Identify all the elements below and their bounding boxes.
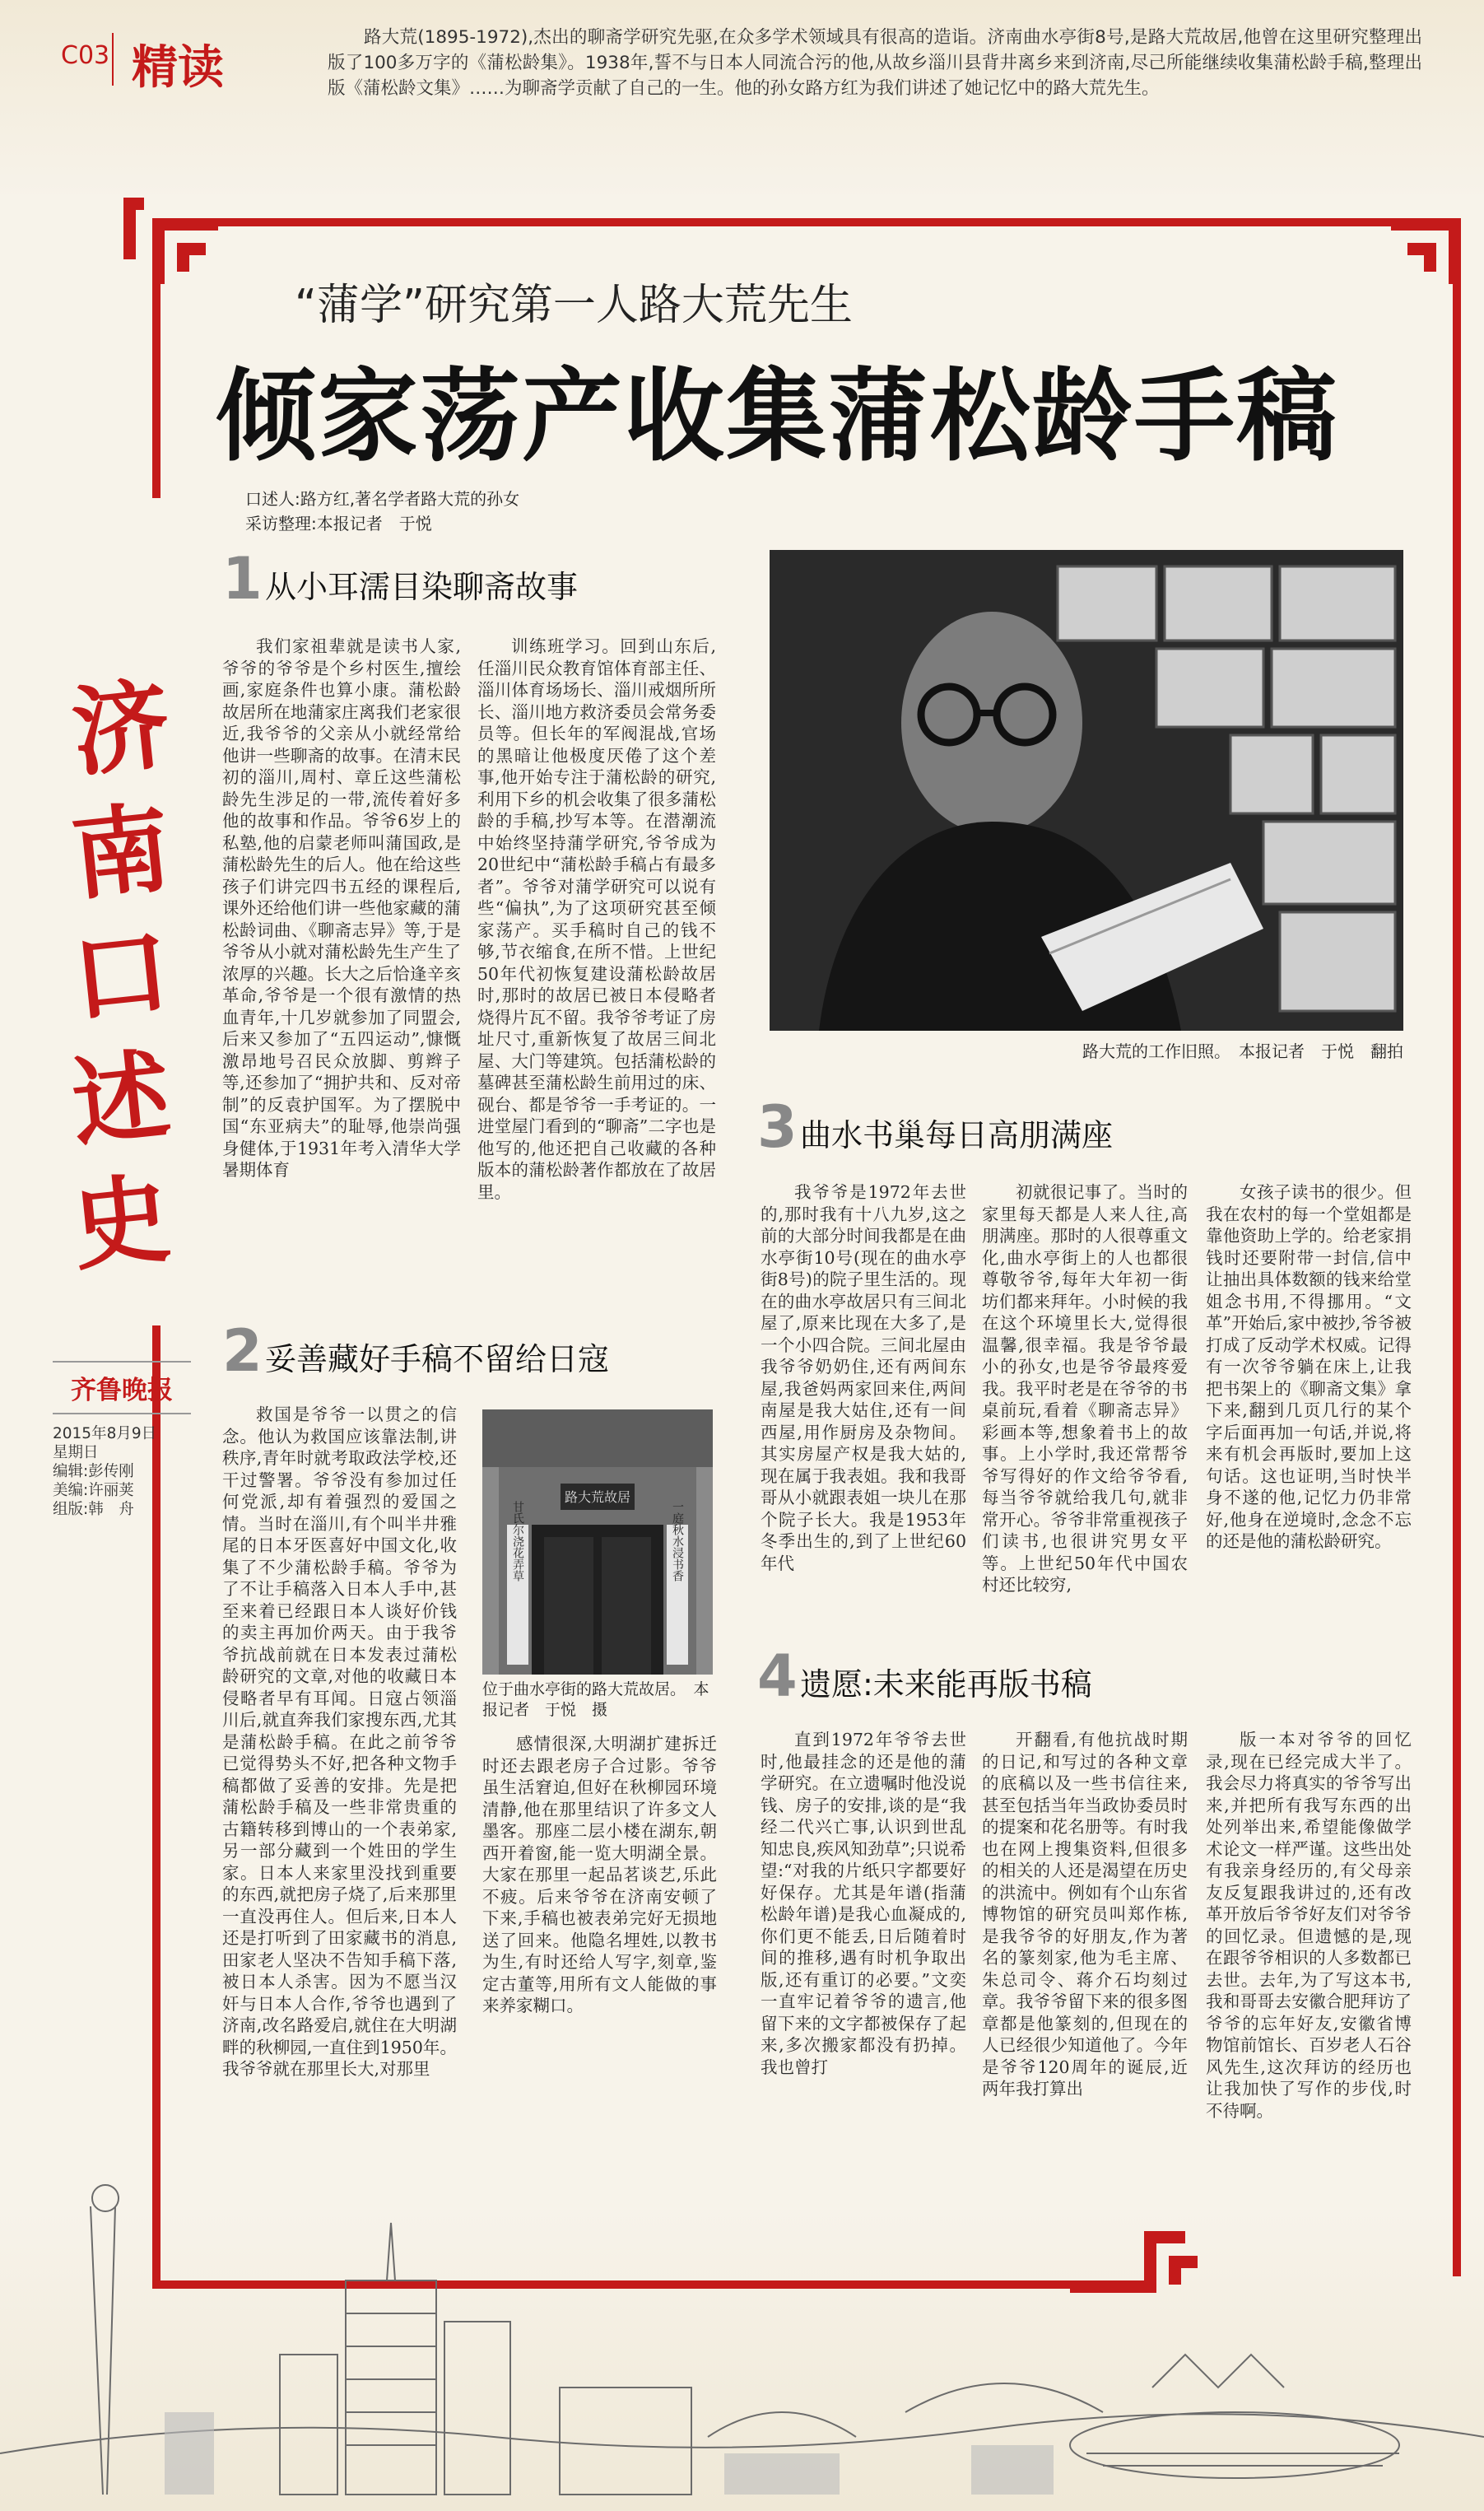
column-title-char: 济 — [66, 666, 175, 790]
article-paragraph: 我爷爷是1972年去世的,那时我有十八九岁,这之前的大部分时间我都是在曲水亭街10号(现在的曲水亭街8号)的院子里生活的。现在的曲水亭故居只有三间北屋了,原来比现在大多了,是一个小四合院。三间北屋由我爷爷奶奶住,还有两间东屋,我爸妈两家回来住,两间南屋是我大姑住,还有一间西屋,用作厨房及杂物间。其实房屋产权是我大姑的,现在属于我表姐。我和我哥哥从小就跟表姐一块儿在那个院子长大。我是1953年冬季出生的,到了上世纪60年代 — [761, 1182, 966, 1573]
article-paragraph: 救国是爷爷一以贯之的信念。他认为救国应该靠法制,讲秩序,青年时就考取政法学校,还干过警署。爷爷没有参加过任何党派,却有着强烈的爱国之情。当时在淄川,有个叫半井雅尾的日本牙医喜好中国文化,收集了不少蒲松龄手稿。爷爷为了不让手稿落入日本人手中,甚至来着已经跟日本人谈好价钱的卖主再加价两天。由于我爷爷抗战前就在日本发表过蒲松龄研究的文章,对他的收藏日本侵略者早有耳闻。日寇占领淄川后,就直奔我们家搜东西,尤其是蒲松龄手稿。在此之前爷爷已觉得势头不好,把各种文物手稿都做了妥善的安排。先是把蒲松龄手稿及一些非常贵重的古籍转移到博山的一个表弟家,另一部分藏到一个姓田的学生家。日本人来家里没找到重要的东西,就把房子烧了,后来那里一直没再住人。但后来,日本人还是打听到了田家藏书的消息,田家老人坚决不告知手稿下落,被日本人杀害。因为不愿当汉奸与日本人合作,爷爷也遇到了济南,改名路爱启,就住在大明湖畔的秋柳园,一直住到1950年。我爷爷就在那里长大,对那里 — [222, 1405, 457, 2079]
article-paragraph: 女孩子读书的很少。但我在农村的每一个堂姐都是靠他资助上学的。给老家捐钱时还要附带一封信,信中让抽出具体数额的钱来给堂姐念书用,不得挪用。“文革”开始后,家中被抄,爷爷被打成了反动学术权威。记得有一次爷爷躺在床上,让我把书架上的《聊斋文集》拿下来,翻到几页几行的某个字后面再加一句话,并说,将来有机会再版时,要加上这句话。这也证明,当时快半身不遂的他,记忆力仍非常好,他身在逆境时,念念不忘的还是他的蒲松龄研究。 — [1206, 1182, 1412, 1551]
headline-kicker: “蒲学”研究第一人路大荒先生 — [295, 281, 853, 330]
article-paragraph: 版一本对爷爷的回忆录,现在已经完成大半了。我会尽力将真实的爷爷写出来,并把所有我写东西的出处列举出来,希望能像做学术论文一样严谨。这些出处有我亲身经历的,有父母亲友反复跟我讲过的,还有改革开放后爷爷好友们对爷爷的回忆录。但遗憾的是,现在跟爷爷相识的人多数都已去世。去年,为了写这本书,我和哥哥去安徽合肥拜访了爷爷的忘年好友,安徽省博物馆前馆长、百岁老人石谷风先生,这次拜访的经历也让我加快了写作的步伐,时不待啊。 — [1206, 1730, 1412, 2121]
article-paragraph: 开翻看,有他抗战时期的日记,和写过的各种文章的底稿以及一些书信往来,甚至包括当年当政协委员时的提案和花名册等。有时我也在网上搜集资料,但很多的相关的人还是渴望在历史的洪流中。例如有个山东省博物馆的研究员叫郑作栋,是我爷爷的好朋友,作为著名的篆刻家,他为毛主席、朱总司令、蒋介石均刻过章。我爷爷留下来的很多图章都是他篆刻的,但现在的人已经很少知道他了。今年是爷爷120周年的诞辰,近两年我打算出 — [982, 1730, 1188, 2099]
byline-editor: 采访整理:本报记者 于悦 — [245, 514, 432, 533]
section-title-text: 曲水书巢每日高朋满座 — [800, 1117, 1114, 1153]
city-skyline-illustration — [0, 2141, 1484, 2511]
layout-credit: 组版:韩 舟 — [53, 1501, 134, 1518]
intro-paragraph: 路大荒(1895-1972),杰出的聊斋学研究先驱,在众多学术领域具有很高的造诣。济南曲水亭街8号,是路大荒故居,他曾在这里研究整理出版了100多万字的《蒲松龄集》。1938年,誓不与日本人同流合污的他,从故乡淄川县背井离乡来到济南,尽己所能继续收集蒲松龄手稿,整理出版《蒲松龄文集》……为聊斋学贡献了自己的一生。他的孙女路方红为我们讲述了她记忆中的路大荒先生。 — [328, 27, 1422, 99]
article-paragraph: 训练班学习。回到山东后,任淄川民众教育馆体育部主任、淄川体育场场长、淄川戒烟所所长、淄川地方救济委员会常务委员等。但长年的军阀混战,官场的黑暗让他极度厌倦了这个差事,他开始专注于蒲松龄的研究,利用下乡的机会收集了很多蒲松龄的手稿,抄写本等。在潜潮流中始终坚持蒲学研究,爷爷成为20世纪中“蒲松龄手稿占有最多者”。爷爷对蒲学研究可以说有些“偏执”,为了这项研究甚至倾家荡产。买手稿时自己的钱不够,节衣缩食,在所不惜。上世纪50年代初恢复建设蒲松龄故居时,那时的故居已被日本侵略者烧得片瓦不留。我爷爷考证了房址尺寸,重新恢复了故居三间北屋、大门等建筑。包括蒲松龄的墓碑甚至蒲松龄生前用过的床、砚台、都是爷爷一手考证的。一进堂屋门看到的“聊斋”二字也是他写的,他还把自己收藏的各种版本的蒲松龄著作都放在了故居里。 — [477, 636, 716, 1202]
article-paragraph: 初就很记事了。当时的家里每天都是人来人往,高朋满座。那时的人很尊重文化,曲水亭街上的人也都很尊敬爷爷,每年大年初一街坊们都来拜年。小时候的我在这个环境里长大,觉得很温馨,很幸福。我是爷爷最小的孙女,也是爷爷最疼爱我。我平时老是在爷爷的书桌前玩,看着《聊斋志异》彩画本等,想象着书上的故事。上小学时,我还常帮爷爷写得好的作文给爷爷看,每当爷爷就给我几句,就非常开心。爷爷非常重视孩子们读书,也很讲究男女平等。上世纪50年代中国农村还比较穷, — [982, 1182, 1188, 1595]
frame-right-border — [1453, 218, 1461, 2276]
article-column — [982, 1181, 1188, 1630]
headline: 倾家荡产收集蒲松龄手稿 — [216, 358, 1338, 475]
section-heading-3 — [757, 1093, 1251, 1161]
byline — [245, 487, 519, 536]
article-paragraph: 直到1972年爷爷去世时,他最挂念的还是他的蒲学研究。在立遗嘱时他没说钱、房子的安排,谈的是“我经二代兴亡事,认识到世乱知忠良,疾风知劲草”;只说希望:“对我的片纸只字都要好好保存。尤其是年谱(指蒲松龄年谱)是我心血凝成的,你们更不能丢,日后随着时间的推移,遇有时机争取出版,还有重订的必要。”文奕一直牢记着爷爷的遗言,他留下来的文字都被保存了起来,多次搬家都没有扔掉。我也曾打 — [761, 1730, 966, 2077]
section-title-text: 妥善藏好手稿不留给日寇 — [265, 1341, 610, 1377]
column-title-char: 史 — [66, 1160, 175, 1284]
section-heading-1 — [222, 545, 634, 613]
portrait-photo-caption: 路大荒的工作旧照。 本报记者 于悦 翻拍 — [1082, 1041, 1403, 1061]
house-couplet-left: 甘氏尔浇花弄草 — [511, 1501, 524, 1582]
header-divider — [112, 33, 114, 86]
column-title-vertical — [67, 667, 174, 1284]
masthead-box — [53, 1361, 191, 1519]
article-column — [477, 636, 716, 1325]
section-number: 3 — [757, 1093, 798, 1161]
section-heading-4 — [757, 1642, 1251, 1710]
designer-credit: 美编:许丽荚 — [53, 1482, 134, 1499]
page-header — [0, 0, 1484, 123]
portrait-photo — [770, 550, 1403, 1031]
column-title-char: 南 — [66, 790, 175, 914]
house-sign: 路大荒故居 — [564, 1489, 631, 1505]
newspaper-logo: 齐鲁晚报 — [53, 1361, 191, 1414]
section-number: 1 — [222, 545, 263, 613]
issue-weekday: 星期日 — [53, 1444, 99, 1461]
article-column — [222, 1404, 457, 2260]
article-column — [761, 1181, 966, 1630]
section-title-text: 遗愿:未来能再版书稿 — [800, 1666, 1092, 1703]
article-paragraph: 感情很深,大明湖扩建拆迁时还去跟老房子合过影。爷爷虽生活窘迫,但好在秋柳园环境清静,他在那里结识了许多文人墨客。那座二层小楼在湖东,朝西开着窗,能一览大明湖全景。大家在那里一起品茗谈艺,乐此不疲。后来爷爷在济南安顿了下来,手稿也被表弟完好无损地送了回来。他隐名埋姓,以教书为生,有时还给人写字,刻章,鉴定古董等,用所有文人能做的事来养家糊口。 — [482, 1734, 717, 2015]
editor-credit: 编辑:彭传刚 — [53, 1463, 134, 1480]
house-photo-caption: 位于曲水亭街的路大荒故居。 本报记者 于悦 摄 — [482, 1680, 709, 1719]
section-title-text: 从小耳濡目染聊斋故事 — [265, 569, 579, 605]
house-photo — [482, 1409, 713, 1675]
section-number: 2 — [222, 1317, 263, 1385]
section-number: 4 — [757, 1642, 798, 1710]
issue-date: 2015年8月9日 — [53, 1425, 157, 1442]
byline-narrator: 口述人:路方红,著名学者路大荒的孙女 — [245, 489, 520, 509]
fret-corner-top-left — [115, 181, 230, 296]
frame-top-border — [152, 218, 1461, 226]
masthead-info — [53, 1424, 191, 1519]
section-heading-2 — [222, 1317, 716, 1385]
column-title-char: 口 — [66, 913, 175, 1037]
house-couplet-right: 一庭秋水浸书香 — [671, 1501, 684, 1582]
page-code: C03 — [61, 41, 110, 70]
fret-corner-top-right — [1391, 181, 1482, 296]
article-paragraph: 我们家祖辈就是读书人家,爷爷的爷爷是个乡村医生,擅绘画,家庭条件也算小康。蒲松龄故居所在地蒲家庄离我们老家很近,我爷爷的父亲从小就经常给他讲一些聊斋的故事。在清末民初的淄川,周村、章丘这些蒲松龄先生涉足的一带,流传着好多他的故事和作品。爷爷6岁上的私塾,他的启蒙老师叫蒲国政,是蒲松龄先生的后人。他在给这些孩子们讲完四书五经的课程后,课外还给他们讲一些他家藏的蒲松龄词曲、《聊斋志异》等,于是爷爷从小就对蒲松龄先生产生了浓厚的兴趣。长大之后恰逢辛亥革命,爷爷是一个很有激情的热血青年,十几岁就参加了同盟会,后来又参加了“五四运动”,慷慨激昂地号召民众放脚、剪辫子等,还参加了“拥护共和、反对帝制”的反袁护国军。为了摆脱中国“东亚病夫”的耻辱,他崇尚强身健体,于1931年考入清华大学暑期体育 — [222, 636, 461, 1180]
column-title-char: 述 — [66, 1037, 175, 1161]
article-column — [1206, 1181, 1412, 1630]
section-title: 精读 — [132, 41, 224, 95]
